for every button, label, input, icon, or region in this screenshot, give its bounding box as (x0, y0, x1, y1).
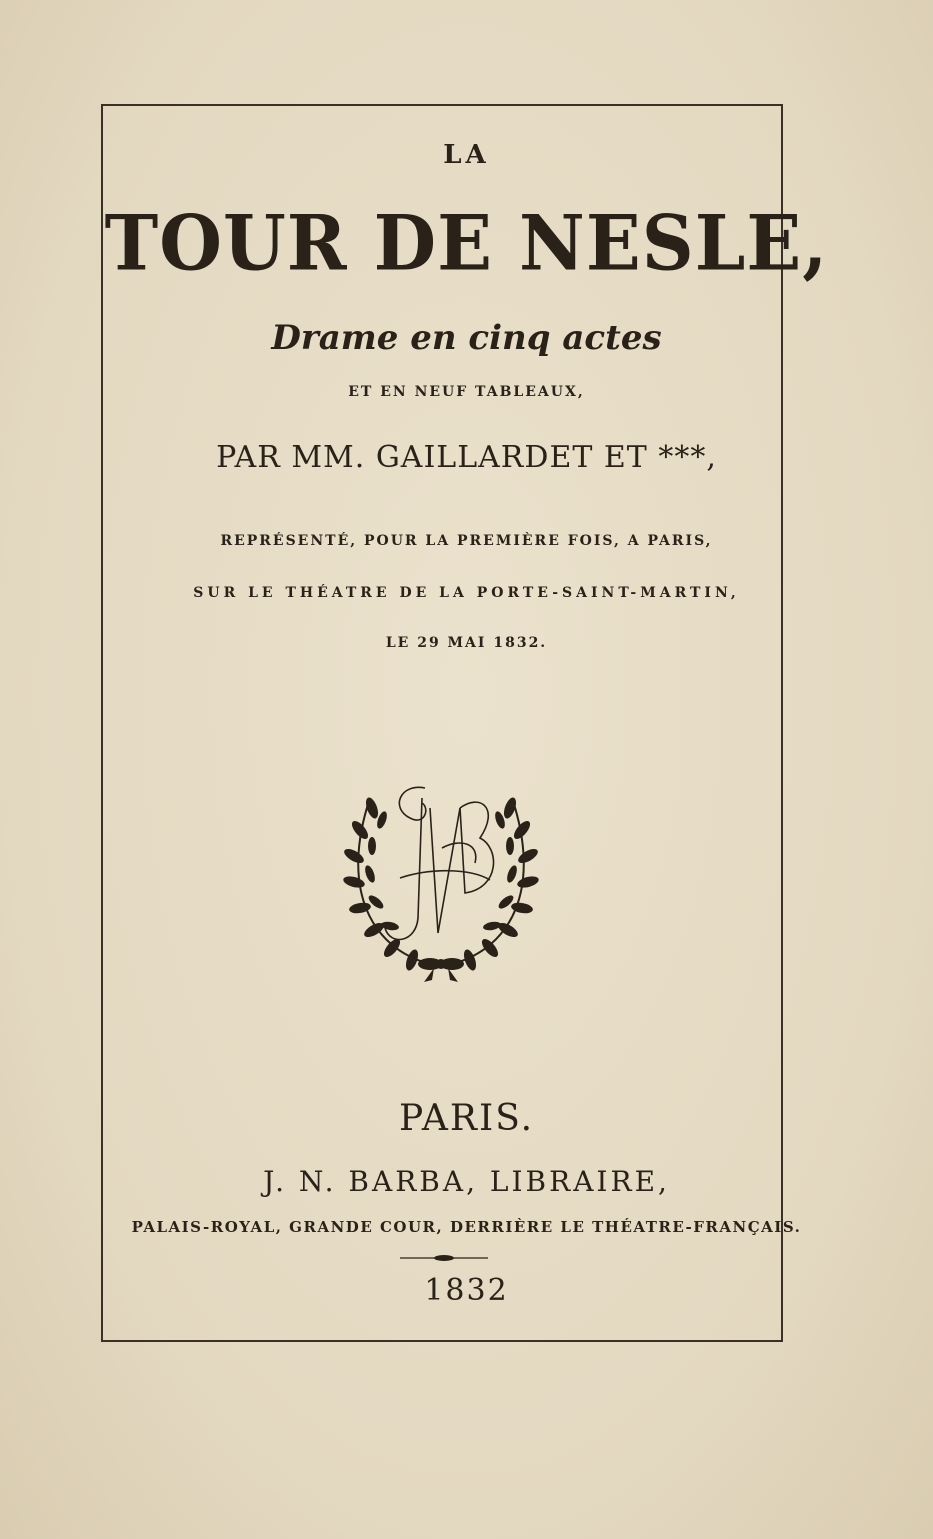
subtitle: Drame en cinq actes (271, 318, 662, 358)
imprint-publisher: J. N. BARBA, LIBRAIRE, (263, 1165, 670, 1198)
title-article: LA (443, 140, 490, 170)
authors: PAR MM. GAILLARDET ET ***, (216, 440, 717, 475)
performance-date: LE 29 MAI 1832. (385, 635, 548, 651)
imprint-city: PARIS. (398, 1098, 535, 1139)
performance-line-1: REPRÉSENTÉ, POUR LA PREMIÈRE FOIS, A PARIS, (220, 533, 713, 549)
imprint-address: PALAIS-ROYAL, GRANDE COUR, DERRIÈRE LE THÉATRE-FRANÇAIS. (131, 1218, 802, 1236)
subtitle-tableaux: ET EN NEUF TABLEAUX, (348, 384, 585, 400)
performance-line-2: SUR LE THÉATRE DE LA PORTE-SAINT-MARTIN, (193, 585, 740, 601)
main-title: TOUR DE NESLE, (104, 197, 829, 288)
wreath-monogram-icon (330, 768, 552, 990)
page-border (101, 104, 783, 1342)
imprint-year: 1832 (424, 1273, 509, 1308)
ornamental-divider (400, 1255, 488, 1261)
